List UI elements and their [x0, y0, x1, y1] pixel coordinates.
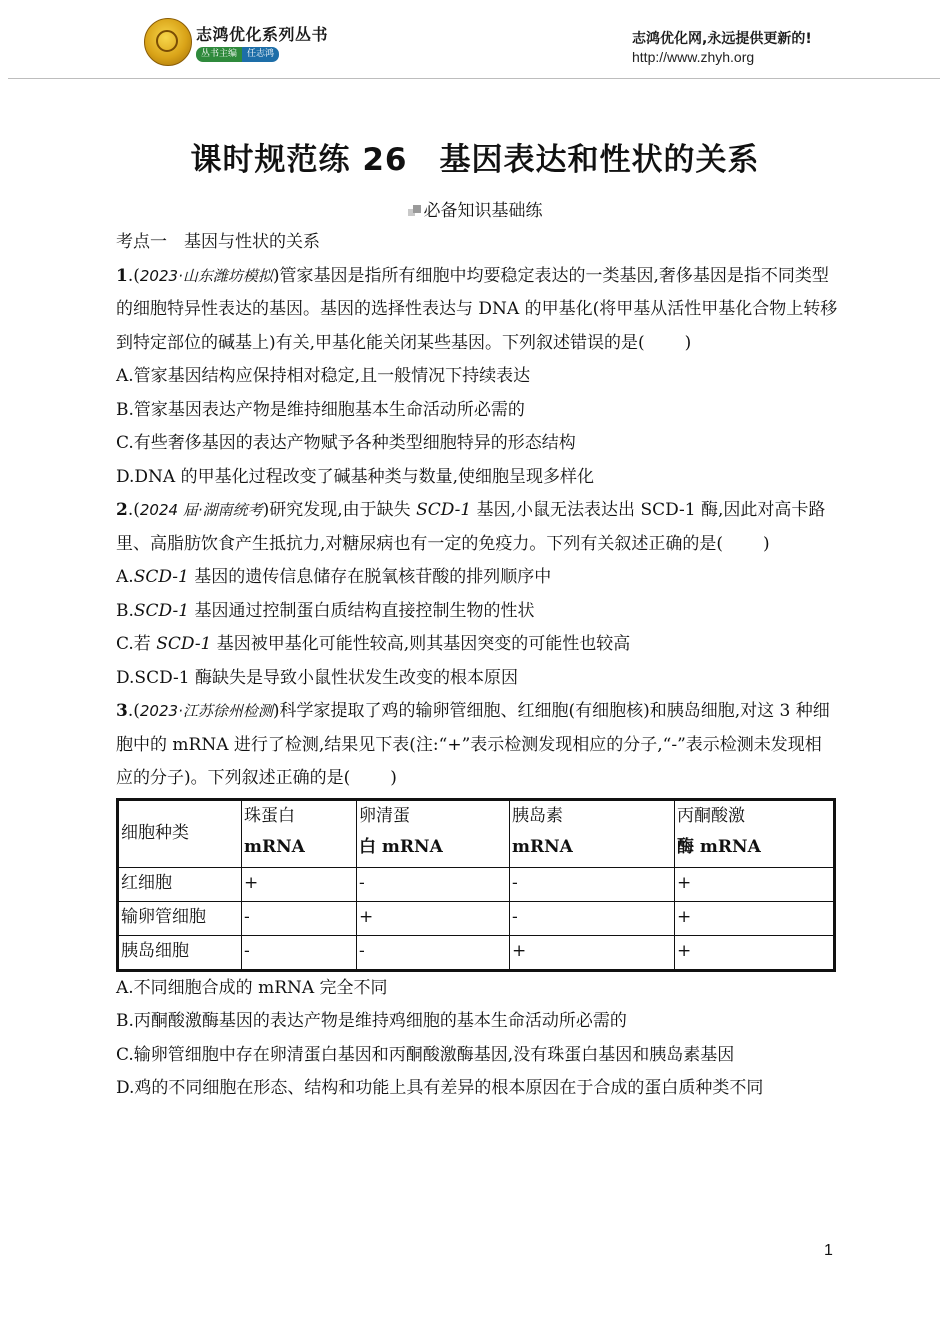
- header-divider: [8, 78, 940, 79]
- option-a: A.管家基因结构应保持相对稳定,且一般情况下持续表达: [116, 366, 531, 386]
- option-b: B.丙酮酸激酶基因的表达产物是维持鸡细胞的基本生命活动所必需的: [116, 1011, 627, 1031]
- section-label: [0, 196, 950, 221]
- square-bullet-icon: [408, 205, 422, 217]
- question-1-stem: 1.(2023·山东潍坊模拟)管家基因是指所有细胞中均要稳定表达的一类基因,奢侈基因是指不同类型的细胞特异性表达的基因。基因的选择性表达与 DNA 的甲基化(将甲基从活性甲基化合物上转移到特定部位的碱基上)有关,甲基化能关闭某些基因。下列叙述错误的是( ): [116, 265, 838, 353]
- table-header-cell: 细胞种类: [118, 799, 242, 867]
- question-text: 管家基因是指所有细胞中均要稳定表达的一类基因,奢侈基因是指不同类型的细胞特异性表达的基因。基因的选择性表达与 DNA 的甲基化(将甲基从活性甲基化合物上转移到特定部位的碱基上)有关,甲基化能关闭某些基因。下列叙述错误的是(: [116, 265, 838, 353]
- page-title: 课时规范练 26 基因表达和性状的关系: [190, 142, 760, 178]
- table-header-cell: [510, 799, 675, 867]
- question-number: 2: [116, 500, 128, 520]
- option-text: 基因被甲基化可能性较高,则其基因突变的可能性也较高: [211, 634, 631, 654]
- header-slogan: 志鸿优化网,永远提供更新的!: [632, 31, 812, 47]
- question-number: 3: [116, 701, 128, 721]
- gene-name: SCD-1: [133, 567, 189, 587]
- option-a: A.不同细胞合成的 mRNA 完全不同: [116, 977, 388, 998]
- gene-name: SCD-1: [156, 634, 212, 654]
- table-cell: 红细胞: [118, 867, 242, 901]
- brand-subtitle: [196, 47, 279, 62]
- table-cell: +: [242, 867, 357, 901]
- table-cell: +: [675, 935, 835, 970]
- gene-name: SCD-1: [133, 600, 190, 621]
- section-label-text: 必备知识基础练: [423, 201, 543, 221]
- table-cell: -: [510, 901, 675, 935]
- header-line: mRNA: [512, 836, 573, 857]
- header-line: 珠蛋白: [244, 805, 295, 826]
- table-header-cell: [357, 799, 510, 867]
- question-number: 1: [116, 265, 128, 286]
- option-prefix: C.若: [116, 634, 157, 654]
- option-text: 基因通过控制蛋白质结构直接控制生物的性状: [189, 600, 535, 621]
- table-cell: -: [357, 867, 510, 901]
- table-cell: -: [357, 935, 510, 970]
- table-cell: +: [510, 935, 675, 970]
- option-d: D.鸡的不同细胞在形态、结构和功能上具有差异的根本原因在于合成的蛋白质种类不同: [116, 1078, 764, 1098]
- table-cell: 输卵管细胞: [118, 901, 242, 935]
- table-cell: -: [510, 867, 675, 901]
- option-d: D.DNA 的甲基化过程改变了碱基种类与数量,使细胞呈现多样化: [116, 466, 595, 487]
- header-line: 白 mRNA: [359, 836, 443, 857]
- header-line: 胰岛素: [512, 805, 563, 826]
- page-number: 1: [824, 1242, 833, 1259]
- gene-name: SCD-1: [416, 500, 472, 520]
- question-source: 2023·江苏徐州检测: [139, 702, 273, 720]
- exercise-content: [116, 226, 838, 1106]
- question-text: 基因,小鼠无法表达出 SCD-1 酶,因此对高卡路里、高脂肪饮食产生抵抗力,对糖尿病也有一定的免疫力。下列有关叙述正确的是(: [116, 500, 826, 554]
- mrna-detection-table: [116, 798, 836, 972]
- brand-sub-left: 丛书主编: [196, 47, 242, 62]
- header-url[interactable]: http://www.zhyh.org: [632, 49, 755, 65]
- question-text: 科学家提取了鸡的输卵管细胞、红细胞(有细胞核)和胰岛细胞,对这 3 种细胞中的 mRNA 进行了检测,结果见下表(注:“+”表示检测发现相应的分子,“-”表示检测未发现相应的分子)。下列叙述正确的是(: [116, 701, 830, 788]
- option-c: [116, 628, 838, 662]
- table-header-cell: [675, 799, 835, 867]
- table-header-cell: [242, 799, 357, 867]
- table-cell: +: [675, 867, 835, 901]
- option-prefix: A.: [116, 567, 134, 587]
- option-text: 基因的遗传信息储存在脱氧核苷酸的排列顺序中: [188, 567, 552, 587]
- question-text: 研究发现,由于缺失: [269, 500, 417, 520]
- header-line: 丙酮酸激: [677, 805, 745, 826]
- header-line: mRNA: [244, 836, 305, 857]
- table-row: [118, 935, 835, 970]
- table-cell: -: [242, 901, 357, 935]
- table-cell: 胰岛细胞: [118, 935, 242, 970]
- table-row: [118, 901, 835, 935]
- question-2-stem: 2.(2024 届·湖南统考)研究发现,由于缺失 SCD-1 基因,小鼠无法表达出 SCD-1 酶,因此对高卡路里、高脂肪饮食产生抵抗力,对糖尿病也有一定的免疫力。下列有关叙述正确的是( ): [116, 500, 826, 554]
- knowledge-point-heading: 考点一 基因与性状的关系: [116, 232, 320, 252]
- option-a: [116, 561, 838, 595]
- header-line: 酶 mRNA: [677, 836, 761, 857]
- header-line: 卵清蛋: [359, 805, 410, 826]
- brand-title: 志鸿优化系列丛书: [196, 25, 329, 44]
- option-c: C.有些奢侈基因的表达产物赋予各种类型细胞特异的形态结构: [116, 433, 576, 453]
- table-row: [118, 867, 835, 901]
- table-cell: -: [242, 935, 357, 970]
- table-cell: +: [675, 901, 835, 935]
- table-header-row: [118, 799, 835, 867]
- question-3-stem: 3.(2023·江苏徐州检测)科学家提取了鸡的输卵管细胞、红细胞(有细胞核)和胰岛细胞,对这 3 种细胞中的 mRNA 进行了检测,结果见下表(注:“+”表示检测发现相应的分子,“-”表示检测未发现相应的分子)。下列叙述正确的是( ): [116, 701, 830, 788]
- question-source: 2023·山东潍坊模拟: [139, 266, 273, 285]
- option-d: D.SCD-1 酶缺失是导致小鼠性状发生改变的根本原因: [116, 667, 518, 688]
- option-prefix: B.: [116, 600, 134, 621]
- question-source: 2024 届·湖南统考: [139, 501, 263, 519]
- option-b: B.管家基因表达产物是维持细胞基本生命活动所必需的: [116, 399, 525, 420]
- page-header: [0, 0, 950, 82]
- option-c: C.输卵管细胞中存在卵清蛋白基因和丙酮酸激酶基因,没有珠蛋白基因和胰岛素基因: [116, 1044, 735, 1065]
- publisher-logo: [144, 18, 192, 66]
- brand-sub-right: 任志鸿: [242, 47, 279, 62]
- option-b: [116, 595, 838, 629]
- table-cell: +: [357, 901, 510, 935]
